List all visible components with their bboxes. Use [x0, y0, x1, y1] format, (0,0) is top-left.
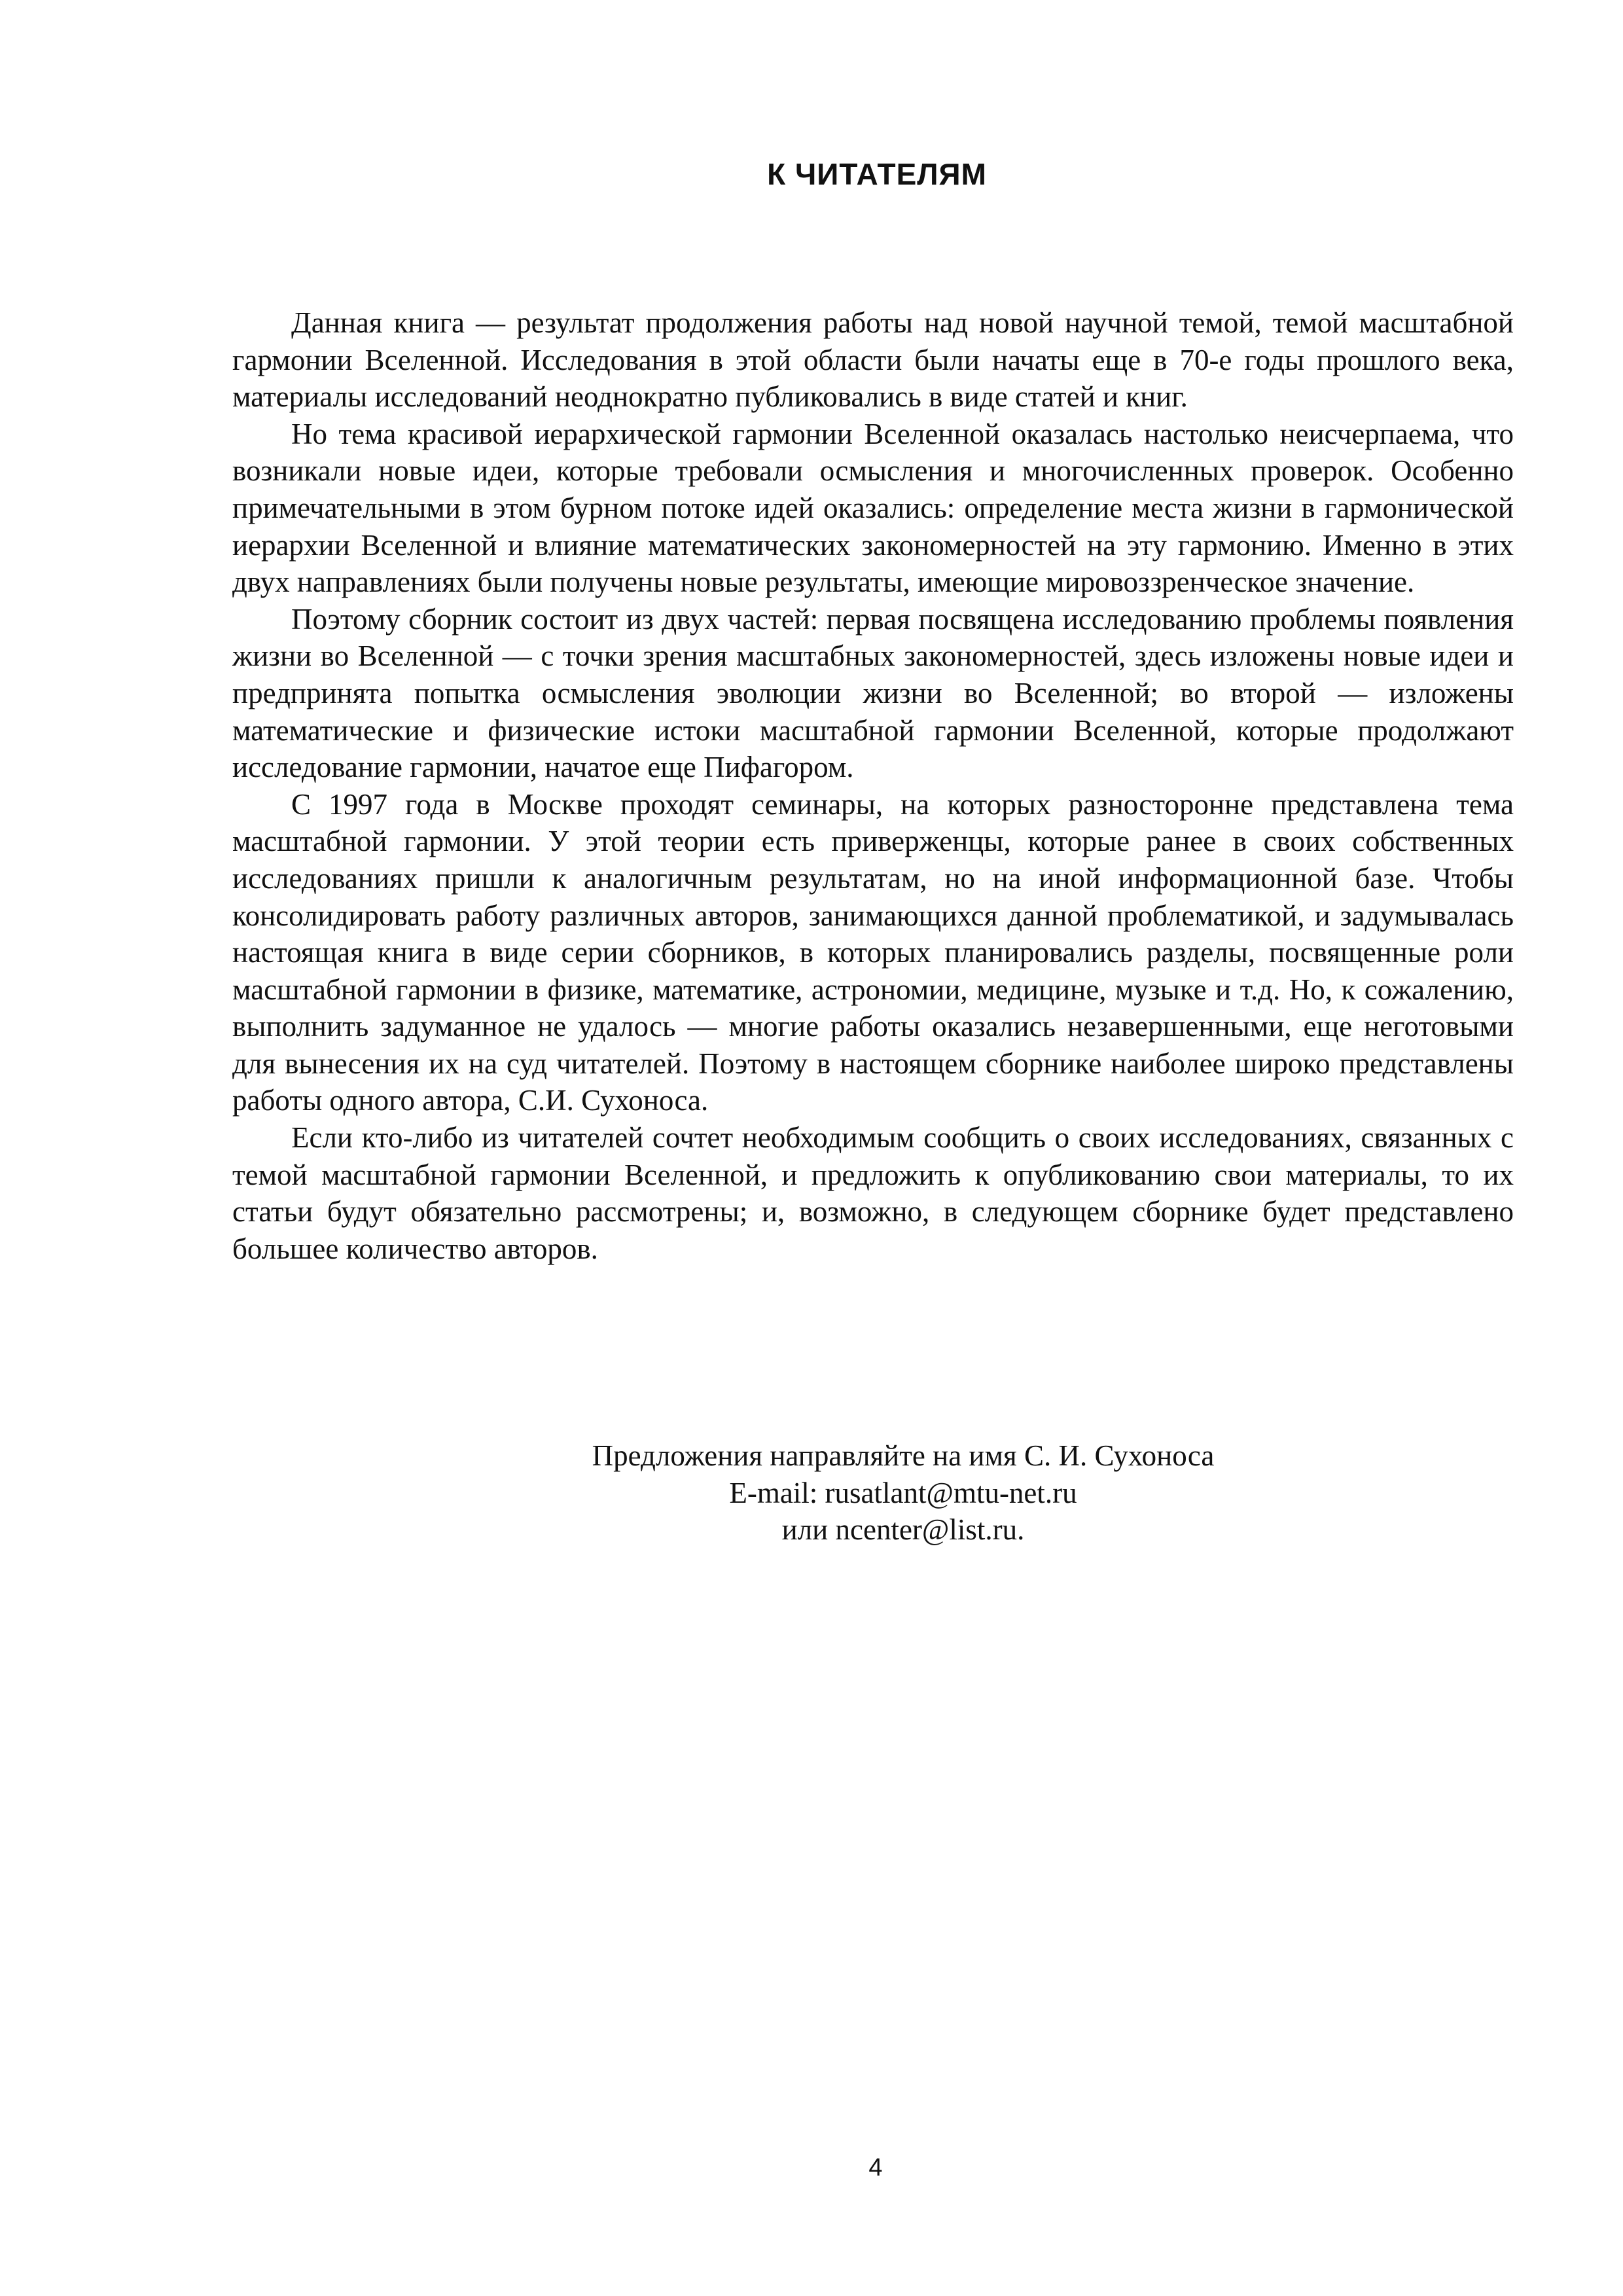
contact-email-primary: E-mail: rusatlant@mtu-net.ru — [729, 1476, 1077, 1509]
paragraph-1: Данная книга — результат продолжения работы над новой научной темой, темой масштабной гармонии Вселенной. Исследования в этой области были начаты еще в 70-е годы прошлого века, материалы исследований неоднократно публиковались в виде статей и книг. — [232, 306, 1514, 414]
paragraph-5: Если кто-либо из читателей сочтет необходимым сообщить о своих исследованиях, связанных с темой масштабной гармонии Вселенной, и предложить к опубликованию свои материалы, то их статьи будут обязательно рассмотрены; и, возможно, в следующем сборнике будет представлено большее количество авторов. — [232, 1121, 1514, 1265]
contact-email-secondary: или ncenter@list.ru. — [781, 1513, 1025, 1547]
page-number: 4 — [868, 2154, 883, 2181]
paragraph-3: Поэтому сборник состоит из двух частей: первая посвящена исследованию проблемы появления жизни во Вселенной — с точки зрения масштабных закономерностей, здесь изложены новые идеи и предпринята попытка осмысления эволюции жизни во Вселенной; во второй — изложены математические и физические истоки масштабной гармонии Вселенной, которые продолжают исследование гармонии, начатое еще Пифагором. — [232, 602, 1514, 784]
contact-intro: Предложения направляйте на имя С. И. Сухоноса — [592, 1439, 1215, 1472]
body-text — [232, 304, 1514, 1267]
page-title: К ЧИТАТЕЛЯМ — [767, 157, 987, 191]
paragraph-4: С 1997 года в Москве проходят семинары, на которых разносторонне представлена тема масштабной гармонии. У этой теории есть приверженцы, которые ранее в своих собственных исследованиях пришли к аналогичным результатам, но на иной информационной базе. Чтобы консолидировать работу различных авторов, занимающихся данной проблематикой, и задумывалась настоящая книга в виде серии сборников, в которых планировались разделы, посвященные роли масштабной гармонии в физике, математике, астрономии, медицине, музыке и т.д. Но, к сожалению, выполнить задуманное не удалось — многие работы оказались незавершенными, еще неготовыми для вынесения их на суд читателей. Поэтому в настоящем сборнике наиболее широко представлены работы одного автора, С.И. Сухоноса. — [232, 787, 1514, 1117]
paragraph-2: Но тема красивой иерархической гармонии Вселенной оказалась настолько неисчерпаема, что возникали новые идеи, которые требовали осмысления и многочисленных проверок. Особенно примечательными в этом бурном потоке идей оказались: определение места жизни в гармонической иерархии Вселенной и влияние математических закономерностей на эту гармонию. Именно в этих двух направлениях были получены новые результаты, имеющие мировоззренческое значение. — [232, 417, 1514, 599]
contact-block — [232, 1437, 1574, 1549]
